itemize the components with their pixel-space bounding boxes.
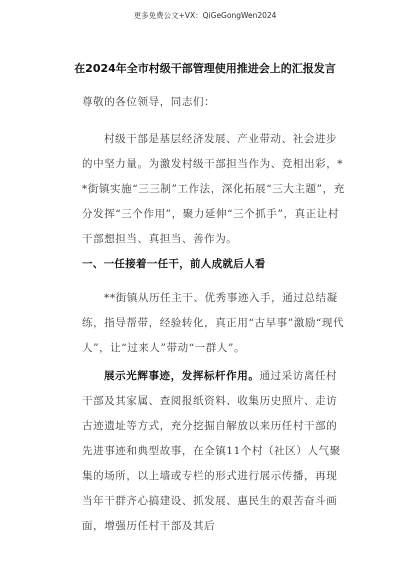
paragraph-3-lead: 展示光辉事迹，发挥标杆作用。 [104,370,260,382]
paragraph-2: **街镇从历任主干、优秀事迹入手，通过总结凝练，指导帮带，经验转化，真正用“古早事”激励“现代人”，让“过来人”带动“一群人”。 [82,292,345,354]
paragraph-3 [82,364,348,539]
paragraph-3-body: 通过采访离任村干部及其家属、查阅报纸资料、收集历史照片、走访古迹遗址等方式，充分挖掘自解放以来历任村干部的先进事迹和典型故事，在全镇11个村（社区）人气聚集的场所，以上墙或专栏的形式进行展示传播，再现当年干群齐心搞建设、抓发展、惠民生的艰苦奋斗画面，增强历任村干部及其后 [82,370,341,532]
salutation: 尊敬的各位领导，同志们： [82,96,216,108]
paragraph-1: 村级干部是基层经济发展、产业带动、社会进步的中坚力量。为激发村级干部担当作为、竞相出彩，**街镇实施“三三制”工作法，深化拓展“三大主题”，充分发挥“三个作用”，聚力延伸“三个抓手”，真正让村干部想担当、真担当、善作为。 [82,133,345,245]
document-title: 在2024年全市村级干部管理使用推进会上的汇报发言 [74,62,336,75]
header-note: 更多免费公文+VX：QiGeGongWen2024 [133,11,277,20]
section-heading-1: 一、一任接着一任干，前人成就后人看 [82,258,266,270]
